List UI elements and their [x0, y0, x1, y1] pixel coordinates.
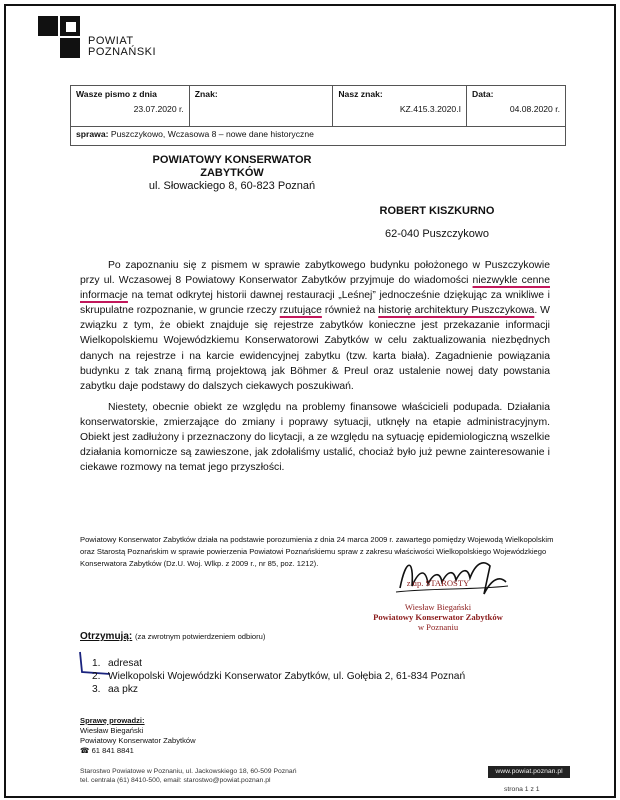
sender-address: ul. Słowackiego 8, 60-823 Poznań: [148, 180, 316, 192]
sprawa-cell: [71, 127, 566, 146]
paragraph-1: [80, 258, 550, 394]
data-value: 04.08.2020 r.: [509, 104, 560, 114]
handler-title: Sprawę prowadzi:: [80, 716, 145, 725]
data-cell: [466, 86, 565, 127]
handler-role: Powiatowy Konserwator Zabytków: [80, 736, 196, 745]
handler-name: Wiesław Biegański: [80, 726, 144, 735]
wasze-pismo-label: Wasze pismo z dnia: [76, 89, 157, 99]
p1-text-b: na temat odkrytej historii dawnej restauracji „Leśnej” jednocześnie dziękując za wnikliwe i skrupulatne rozpoznanie, w gruncie rzeczy: [80, 290, 550, 317]
item-text: adresat: [108, 658, 142, 669]
nasz-znak-label: Nasz znak:: [338, 89, 383, 99]
page-number: strona 1 z 1: [504, 786, 540, 793]
p1-text-d: . W związku z tym, że obiekt znajduje się rejestrze zabytków konieczne jest przekazanie informacji Wielkopolskiemu Wojewódzkiemu Konserwatorowi Zabytków w celu zaktualizowania niezbędnych danych na rejestrze i na karcie ewidencyjnej zabytku (tzw. karta biała). Zagadnienie powiązania budynku z tak znaną firmą projektową jak Böhmer & Preul oraz ustalenie nowej daty powstania zabytku daje podstawy do dalszych ciekawych poszukiwań.: [80, 305, 550, 392]
sender-line-1: POWIATOWY KONSERWATOR: [152, 154, 312, 166]
underlined-phrase-2: rzutujące: [279, 305, 322, 317]
recipient-city: 62-040 Puszczykowo: [385, 228, 489, 240]
item-text: aa pkz: [108, 684, 139, 695]
distribution-list: [92, 657, 465, 696]
stamp-line-3: Powiatowy Konserwator Zabytków: [373, 612, 503, 622]
p1-text-a: Po zapoznaniu się z pismem w sprawie zabytkowego budynku położonego w Puszczykowie przy ul. Wczasowej 8 Powiatowy Konserwator Zabytków przyjmuje do wiadomości: [80, 260, 550, 287]
brand-line-1: POWIAT: [88, 35, 134, 47]
sprawa-label: sprawa:: [76, 129, 109, 139]
sprawa-value: Puszczykowo, Wczasowa 8 – nowe dane historyczne: [110, 129, 314, 139]
list-item: [92, 670, 465, 683]
footer-address-line: Starostwo Powiatowe w Poznaniu, ul. Jackowskiego 18, 60-509 Poznań: [80, 768, 297, 775]
nasz-znak-value: KZ.415.3.2020.I: [399, 104, 461, 114]
item-number: 1.: [92, 658, 101, 669]
paragraph-2: Niestety, obecnie obiekt ze względu na problemy finansowe właścicieli podupada. Działania konserwatorskie, zmierzające do zmiany i poprawy sytuacji, utknęły na etapie administracyjnym. Obiekt jest zadłużony i przeznaczony do licytacji, a ze względu na sytuację epidemiologiczną wszelkie działania komornicze są zawieszone, jak zdołaliśmy ustalić, chociaż było już pewne zainteresowanie i ciekawe rozmowy na temat jego przyszłości.: [80, 401, 550, 474]
underlined-phrase-3: historię architektury Puszczykowa: [378, 305, 535, 317]
sender-line-2: ZABYTKÓW: [200, 167, 264, 179]
stamp-line-2: Wiesław Biegański: [404, 602, 472, 612]
stamp-line-4: w Poznaniu: [417, 622, 459, 632]
powiat-logo-icon: [38, 16, 82, 60]
distribution-title: Otrzymują:: [80, 631, 133, 642]
underlined-phrase-1: niezwykle cenne informacje: [80, 275, 550, 302]
list-item: [92, 683, 465, 696]
reference-table: [70, 85, 566, 146]
letter-body: [80, 258, 550, 481]
distribution-note: (za zwrotnym potwierdzeniem odbioru): [135, 632, 266, 641]
recipient-name: ROBERT KISZKURNO: [379, 205, 495, 217]
distribution-heading: [80, 631, 265, 642]
wasze-pismo-cell: [71, 86, 190, 127]
nasz-znak-cell: [333, 86, 467, 127]
znak-label: Znak:: [194, 89, 218, 99]
wasze-pismo-value: 23.07.2020 r.: [133, 104, 184, 114]
list-item: [92, 657, 465, 670]
p1-text-c: również na: [321, 305, 379, 317]
item-text: Wielkopolski Wojewódzki Konserwator Zabytków, ul. Gołębia 2, 61-834 Poznań: [108, 671, 466, 682]
footer-contact-line: tel. centrala (61) 8410-500, email: starostwo@powiat.poznan.pl: [80, 776, 271, 784]
footer-address: [80, 768, 297, 785]
znak-cell: [189, 86, 333, 127]
legal-note: Powiatowy Konserwator Zabytków działa na podstawie porozumienia z dnia 24 marca 2009 r. zawartego pomiędzy Wojewodą Wielkopolskim oraz Starostą Poznańskim w sprawie powierzenia Powiatowi Poznańskiemu spraw z zakresu właściwości Wielkopolskiego Wojewódzkiego Konserwatora Zabytków (Dz.U. Woj. Wlkp. z 2009 r., nr 85, poz. 1212).: [80, 535, 554, 568]
item-number: 3.: [92, 684, 101, 695]
official-stamp: [368, 578, 508, 632]
handler-block: [80, 716, 196, 756]
footer-website: www.powiat.poznan.pl: [488, 766, 570, 778]
sender-block: [112, 154, 352, 193]
recipient-block: [372, 205, 502, 241]
item-number: 2.: [92, 671, 101, 682]
stamp-line-1: z up. STAROSTY: [406, 578, 470, 588]
brand-name: [88, 36, 156, 58]
brand-line-2: POZNAŃSKI: [88, 46, 157, 58]
data-label: Data:: [471, 89, 494, 99]
handler-phone: ☎ 61 841 8841: [80, 746, 134, 755]
